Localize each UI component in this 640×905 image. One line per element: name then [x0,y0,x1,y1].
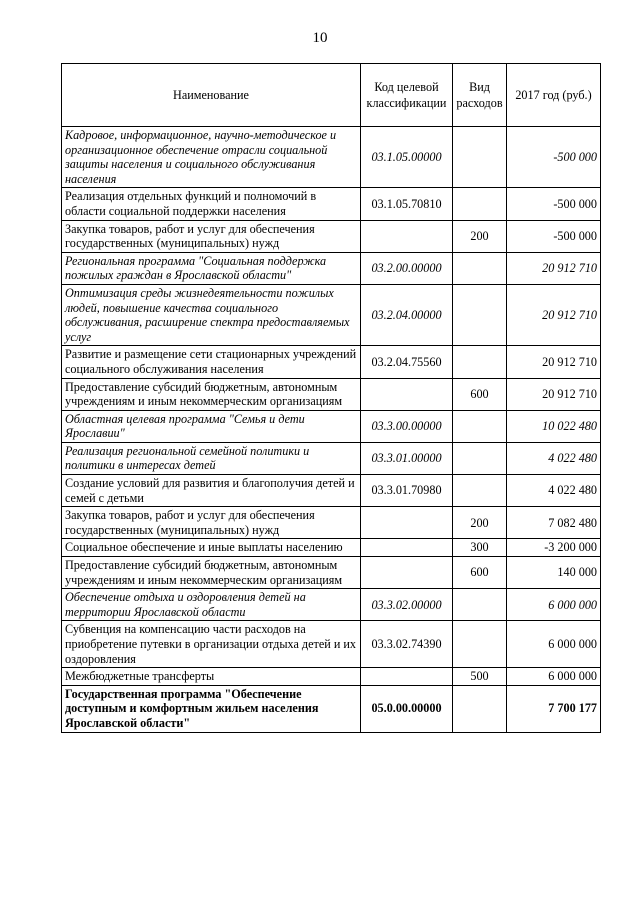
header-code: Код целевой классификации [361,64,453,127]
row-type: 300 [453,539,507,557]
row-sum: -3 200 000 [507,539,601,557]
table-header-row [62,64,601,127]
row-name: Обеспечение отдыха и оздоровления детей на территории Ярославской области [62,589,361,621]
header-type: Вид расходов [453,64,507,127]
row-sum: 4 022 480 [507,442,601,474]
budget-table [61,63,601,733]
table-row [62,346,601,378]
table-row [62,668,601,686]
table-row [62,378,601,410]
table-row [62,252,601,284]
row-sum: -500 000 [507,188,601,220]
row-type: 200 [453,507,507,539]
row-type [453,188,507,220]
row-name: Реализация региональной семейной политики и политики в интересах детей [62,442,361,474]
row-code: 03.3.02.00000 [361,589,453,621]
row-name: Реализация отдельных функций и полномочий в области социальной поддержки населения [62,188,361,220]
row-sum: 10 022 480 [507,410,601,442]
row-sum: 7 082 480 [507,507,601,539]
row-code: 03.3.01.70980 [361,475,453,507]
row-type: 600 [453,557,507,589]
row-name: Межбюджетные трансферты [62,668,361,686]
row-code: 03.2.04.75560 [361,346,453,378]
row-sum: 6 000 000 [507,621,601,668]
row-sum: 20 912 710 [507,378,601,410]
table-row [62,539,601,557]
row-code: 03.1.05.70810 [361,188,453,220]
table-row [62,188,601,220]
row-type [453,127,507,188]
row-type [453,685,507,732]
row-type [453,284,507,345]
row-name: Областная целевая программа "Семья и дети Ярославии" [62,410,361,442]
row-sum: 140 000 [507,557,601,589]
row-code: 03.2.00.00000 [361,252,453,284]
row-sum: 20 912 710 [507,284,601,345]
table-row [62,127,601,188]
row-code [361,557,453,589]
row-name: Кадровое, информационное, научно-методическое и организационное обеспечение отрасли социальной защиты населения и социального обслуживания населения [62,127,361,188]
row-code [361,220,453,252]
row-code: 03.3.01.00000 [361,442,453,474]
row-sum: 4 022 480 [507,475,601,507]
row-code [361,378,453,410]
row-name: Оптимизация среды жизнедеятельности пожилых людей, повышение качества социального обслуживания, расширение спектра предоставляемых услуг [62,284,361,345]
row-sum: -500 000 [507,220,601,252]
row-name: Государственная программа "Обеспечение доступным и комфортным жильем населения Ярославской области" [62,685,361,732]
row-name: Предоставление субсидий бюджетным, автономным учреждениям и иным некоммерческим организациям [62,557,361,589]
row-code: 03.2.04.00000 [361,284,453,345]
row-name: Развитие и размещение сети стационарных учреждений социального обслуживания населения [62,346,361,378]
table-row [62,475,601,507]
table-row [62,589,601,621]
row-type: 200 [453,220,507,252]
row-code: 05.0.00.00000 [361,685,453,732]
row-code [361,668,453,686]
table-row [62,507,601,539]
row-type [453,252,507,284]
page-number: 10 [312,30,328,46]
row-type [453,346,507,378]
row-name: Региональная программа "Социальная поддержка пожилых граждан в Ярославской области" [62,252,361,284]
row-name: Предоставление субсидий бюджетным, автономным учреждениям и иным некоммерческим организациям [62,378,361,410]
row-type [453,621,507,668]
row-sum: 7 700 177 [507,685,601,732]
row-code: 03.3.02.74390 [361,621,453,668]
row-type: 500 [453,668,507,686]
row-type [453,475,507,507]
row-sum: 6 000 000 [507,668,601,686]
row-sum: -500 000 [507,127,601,188]
table-row [62,621,601,668]
row-code [361,507,453,539]
table-row [62,410,601,442]
table-row [62,220,601,252]
table-row [62,284,601,345]
table-row [62,685,601,732]
table-row [62,442,601,474]
row-code [361,539,453,557]
row-name: Закупка товаров, работ и услуг для обеспечения государственных (муниципальных) нужд [62,507,361,539]
row-sum: 20 912 710 [507,252,601,284]
row-sum: 20 912 710 [507,346,601,378]
row-type [453,410,507,442]
table-row [62,557,601,589]
row-code: 03.1.05.00000 [361,127,453,188]
row-type: 600 [453,378,507,410]
row-code: 03.3.00.00000 [361,410,453,442]
row-name: Создание условий для развития и благополучия детей и семей с детьми [62,475,361,507]
table-body [62,127,601,733]
header-sum: 2017 год (руб.) [507,64,601,127]
row-name: Социальное обеспечение и иные выплаты населению [62,539,361,557]
row-type [453,589,507,621]
row-type [453,442,507,474]
row-name: Субвенция на компенсацию части расходов на приобретение путевки в организации отдыха детей и их оздоровления [62,621,361,668]
row-name: Закупка товаров, работ и услуг для обеспечения государственных (муниципальных) нужд [62,220,361,252]
row-sum: 6 000 000 [507,589,601,621]
header-name: Наименование [62,64,361,127]
